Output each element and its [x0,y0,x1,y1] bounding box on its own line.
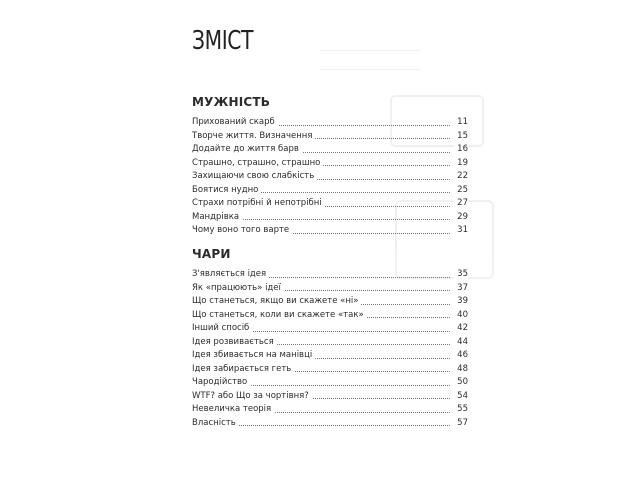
toc-entry [192,197,468,211]
toc-entry [192,417,468,431]
toc-entry [192,363,468,377]
entry-title: Власність [192,418,239,428]
toc-entry [192,295,468,309]
entry-page-number: 57 [454,417,468,431]
entry-title: Чому воно того варте [192,225,292,235]
entry-page-number: 50 [454,376,468,390]
toc-entry [192,309,468,323]
toc-entry [192,143,468,157]
entry-page-number: 16 [454,143,468,157]
toc-entry [192,130,468,144]
entry-title: Що станеться, якщо ви скажете «ні» [192,296,361,306]
entry-page-number: 37 [454,282,468,296]
entry-title: Невеличка теорія [192,404,274,414]
toc-entry [192,403,468,417]
toc-entry [192,116,468,130]
toc-section-courage [192,94,468,238]
entry-title: Прихований скарб [192,117,278,127]
entry-page-number: 25 [454,184,468,198]
toc-entry [192,268,468,282]
entry-title: Чародійство [192,377,250,387]
toc-entry [192,184,468,198]
entry-title: Страшно, страшно, страшно [192,158,323,168]
toc-entry [192,211,468,225]
toc-entry [192,224,468,238]
entry-title: Інший спосіб [192,323,252,333]
show-through-shape [320,50,420,70]
entry-title: WTF? або Що за чортівня? [192,391,312,401]
toc-entry [192,322,468,336]
entry-title: Мандрівка [192,212,242,222]
entry-title: З'являється ідея [192,269,269,279]
section-heading: ЧАРИ [192,247,231,261]
entry-page-number: 15 [454,130,468,144]
toc-entry [192,157,468,171]
entry-page-number: 54 [454,390,468,404]
entry-page-number: 19 [454,157,468,171]
entry-page-number: 46 [454,349,468,363]
entry-page-number: 48 [454,363,468,377]
entry-page-number: 39 [454,295,468,309]
entry-title: Додайте до життя барв [192,144,302,154]
toc-entry [192,170,468,184]
entry-title: Ідея забирається геть [192,364,294,374]
entry-page-number: 11 [454,116,468,130]
entry-page-number: 27 [454,197,468,211]
entry-title: Захищаючи свою слабкість [192,171,317,181]
toc-entry [192,390,468,404]
toc-entry [192,349,468,363]
entry-page-number: 31 [454,224,468,238]
toc-entry [192,376,468,390]
entry-page-number: 40 [454,309,468,323]
entry-page-number: 22 [454,170,468,184]
entry-title: Творче життя. Визначення [192,131,315,141]
entry-title: Страхи потрібні й непотрібні [192,198,325,208]
toc-entry [192,282,468,296]
entry-page-number: 35 [454,268,468,282]
entry-page-number: 55 [454,403,468,417]
entry-page-number: 44 [454,336,468,350]
entry-page-number: 29 [454,211,468,225]
entry-title: Що станеться, коли ви скажете «так» [192,310,367,320]
entry-title: Боятися нудно [192,185,261,195]
entry-title: Як «працюють» ідеї [192,283,284,293]
entry-title: Ідея збивається на манівці [192,350,315,360]
entry-page-number: 42 [454,322,468,336]
page-title: ЗМІСТ [192,26,254,56]
toc-section-magic [192,246,468,430]
entry-title: Ідея розвивається [192,337,277,347]
toc-entry [192,336,468,350]
section-heading: МУЖНІСТЬ [192,95,271,109]
